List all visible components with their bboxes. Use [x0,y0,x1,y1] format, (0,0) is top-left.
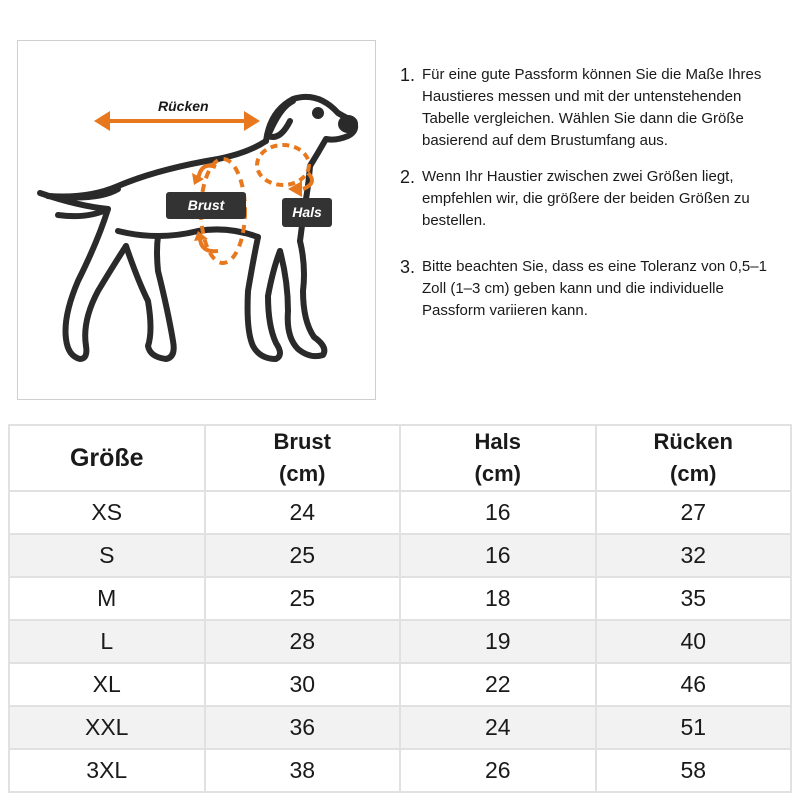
size-chart-table [8,424,792,793]
cell-back: 35 [596,577,792,620]
neck-label: Hals [292,204,322,220]
header-label: Hals [474,429,521,454]
cell-chest: 36 [205,706,401,749]
table-row [9,663,791,706]
cell-chest: 28 [205,620,401,663]
cell-back: 40 [596,620,792,663]
dog-illustration [18,41,377,401]
cell-neck: 16 [400,491,596,534]
cell-back: 58 [596,749,792,792]
instruction-number: 3. [400,257,416,277]
header-size [9,425,205,491]
header-label: Rücken [653,429,733,454]
cell-chest: 38 [205,749,401,792]
table-row [9,749,791,792]
neck-label-tag [282,198,332,227]
cell-neck: 19 [400,620,596,663]
chest-label-tag [166,192,246,219]
header-unit: (cm) [279,461,326,486]
table-row [9,534,791,577]
header-unit: (cm) [670,461,717,486]
cell-back: 51 [596,706,792,749]
header-label: Größe [69,444,144,472]
instruction-number: 1. [400,65,416,85]
cell-size: M [9,577,205,620]
header-unit: (cm) [474,461,521,486]
instruction-text: Für eine gute Passform können Sie die Maße Ihres Haustieres messen und mit der untenstehenden Tabelle vergleichen. Wählen Sie dann die Größe basierend auf dem Brustumfang aus. [422,66,762,149]
back-label: Rücken [158,98,209,114]
dog-measurement-diagram [17,40,376,400]
cell-size: S [9,534,205,577]
header-back [596,425,792,491]
cell-size: XXL [9,706,205,749]
cell-size: XS [9,491,205,534]
cell-chest: 30 [205,663,401,706]
cell-size: L [9,620,205,663]
cell-chest: 24 [205,491,401,534]
cell-back: 46 [596,663,792,706]
cell-neck: 18 [400,577,596,620]
cell-neck: 26 [400,749,596,792]
cell-neck: 16 [400,534,596,577]
table-row [9,577,791,620]
neck-measure-loop [257,145,312,197]
instruction-item [400,256,772,322]
instruction-item [400,64,772,152]
header-label: Brust [273,429,331,454]
cell-chest: 25 [205,577,401,620]
cell-size: XL [9,663,205,706]
back-arrow [94,111,260,131]
cell-chest: 25 [205,534,401,577]
table-header-row [9,425,791,491]
instruction-text: Bitte beachten Sie, dass es eine Toleranz von 0,5–1 Zoll (1–3 cm) geben kann und die individuelle Passform variieren kann. [422,258,767,319]
cell-neck: 24 [400,706,596,749]
cell-neck: 22 [400,663,596,706]
instruction-item [400,166,772,232]
cell-size: 3XL [9,749,205,792]
chest-label: Brust [187,197,225,213]
cell-back: 27 [596,491,792,534]
instruction-text: Wenn Ihr Haustier zwischen zwei Größen liegt, empfehlen wir, die größere der beiden Größen zu bestellen. [422,168,750,229]
header-neck [400,425,596,491]
table-row [9,491,791,534]
instruction-number: 2. [400,167,416,187]
table-row [9,620,791,663]
header-chest [205,425,401,491]
dog-outline [40,97,355,359]
table-row [9,706,791,749]
cell-back: 32 [596,534,792,577]
sizing-instructions [400,64,772,322]
